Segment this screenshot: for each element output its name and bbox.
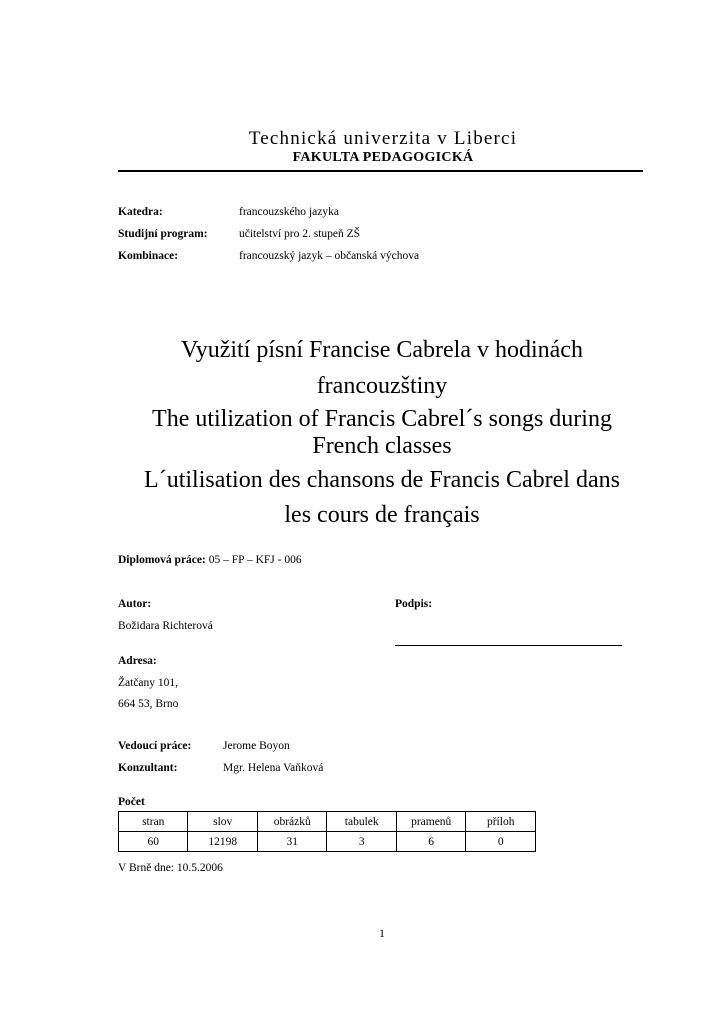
info-value: francouzského jazyka	[239, 206, 339, 218]
info-value: francouzský jazyk – občanská výchova	[239, 250, 420, 262]
author-name: Božidara Richterová	[118, 620, 213, 632]
thesis-value: 05 – FP – KFJ - 006	[205, 554, 302, 566]
address-label: Adresa:	[118, 655, 157, 667]
count-header-cell: pramenů	[396, 812, 465, 832]
signature-label: Podpis:	[395, 598, 433, 610]
count-header-cell: obrázků	[257, 812, 326, 832]
header-rule	[118, 170, 643, 172]
title-english-line2: French classes	[312, 433, 452, 459]
page-number: 1	[379, 928, 385, 940]
consultant-label: Konzultant:	[118, 762, 178, 774]
count-value-cell: 6	[396, 832, 465, 852]
count-header-cell: stran	[119, 812, 188, 832]
info-label: Kombinace:	[118, 250, 179, 262]
count-value-cell: 3	[327, 832, 396, 852]
count-table	[118, 811, 536, 852]
info-label: Studijní program:	[118, 228, 208, 240]
count-value-cell: 0	[466, 832, 536, 852]
count-header-row	[119, 812, 536, 832]
title-french-line1: L´utilisation des chansons de Francis Cabrel dans	[144, 467, 620, 493]
count-value-cell: 31	[257, 832, 326, 852]
consultant-name: Mgr. Helena Vaňková	[223, 762, 324, 774]
university-name: Technická univerzita v Liberci	[248, 128, 518, 149]
signature-line	[395, 645, 622, 646]
title-czech-line2: francouzštiny	[316, 373, 448, 399]
author-label: Autor:	[118, 598, 152, 610]
supervisor-name: Jerome Boyon	[223, 740, 290, 752]
count-header-cell: příloh	[466, 812, 536, 832]
thesis-number	[118, 554, 302, 566]
count-value-cell: 12198	[188, 832, 257, 852]
title-french-line2: les cours de français	[284, 502, 480, 528]
title-english-line1: The utilization of Francis Cabrel´s songs during	[152, 406, 612, 432]
address-line1: Žatčany 101,	[118, 677, 179, 689]
date-line: V Brně dne: 10.5.2006	[118, 862, 223, 874]
info-value: učitelství pro 2. stupeň ZŠ	[239, 228, 361, 240]
supervisor-label: Vedoucí práce:	[118, 740, 192, 752]
count-value-cell: 60	[119, 832, 188, 852]
title-czech-line1: Využití písní Francise Cabrela v hodinách	[181, 337, 583, 363]
address-line2: 664 53, Brno	[118, 698, 179, 710]
count-header-cell: slov	[188, 812, 257, 832]
thesis-label: Diplomová práce:	[118, 554, 206, 566]
faculty-name: FAKULTA PEDAGOGICKÁ	[292, 150, 474, 165]
count-label: Počet	[118, 796, 145, 808]
info-label: Katedra:	[118, 206, 163, 218]
count-value-row	[119, 832, 536, 852]
count-header-cell: tabulek	[327, 812, 396, 832]
